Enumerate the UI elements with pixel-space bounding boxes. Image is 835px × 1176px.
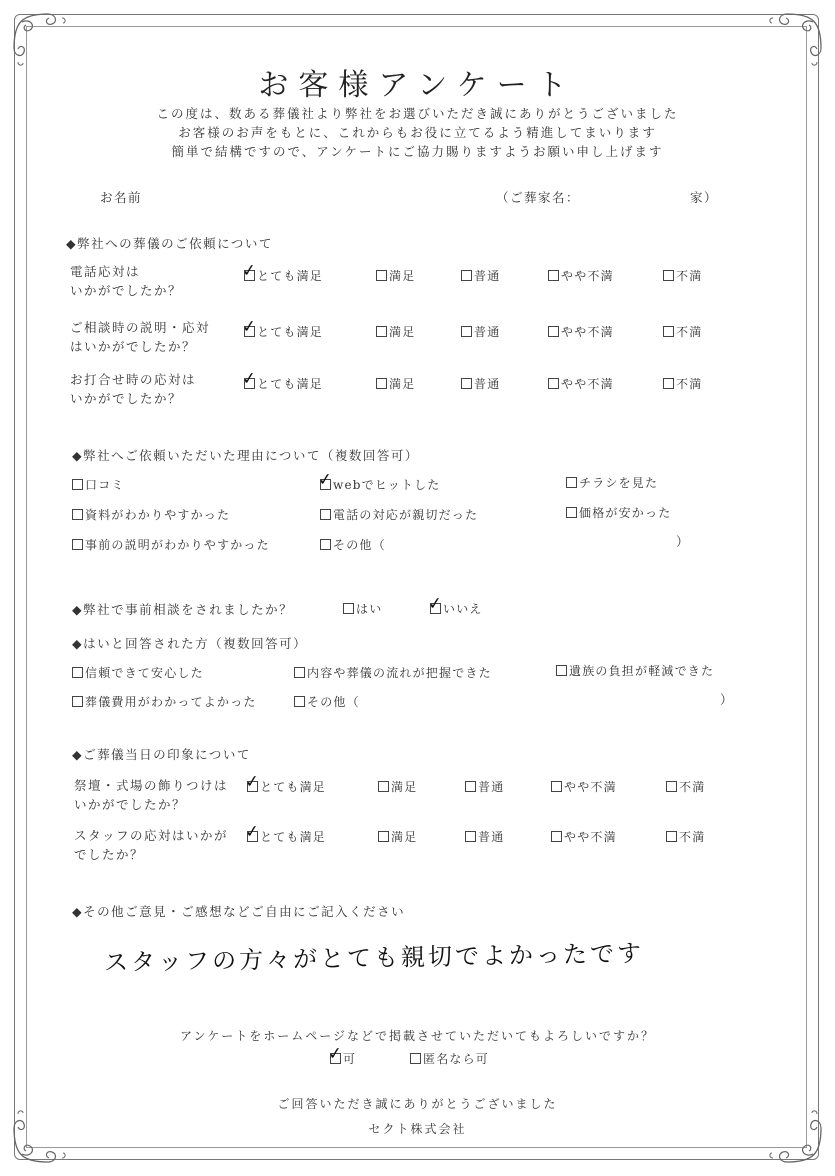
- checkbox-checked-icon[interactable]: [326, 1043, 345, 1065]
- checkbox-checked-icon[interactable]: [240, 368, 259, 390]
- check-mark-icon: ✓: [243, 771, 262, 793]
- checkbox-icon[interactable]: [72, 509, 83, 520]
- option-label: 内容や葬儀の流れが把握できた: [307, 666, 492, 680]
- section2-option-2[interactable]: [316, 469, 441, 493]
- check-mark-icon: ✓: [243, 821, 262, 843]
- option-label: 価格が安かった: [579, 506, 672, 520]
- option-label: 不満: [676, 269, 703, 283]
- checkbox-icon[interactable]: [72, 479, 83, 490]
- checkbox-icon[interactable]: [663, 326, 674, 337]
- section2-close-paren: ）: [676, 534, 689, 549]
- option-label: 不満: [676, 325, 703, 339]
- option-label: 普通: [478, 830, 505, 844]
- option-label: 匿名なら可: [423, 1052, 490, 1066]
- publish-question: アンケートをホームページなどで掲載させていただいてもよろしいですか？: [179, 1029, 656, 1043]
- option-label: やや不満: [561, 377, 614, 391]
- name-input[interactable]: [160, 178, 400, 208]
- option-label: 普通: [474, 269, 501, 283]
- checkbox-checked-icon[interactable]: [426, 593, 445, 615]
- section1-question-3: お打合せ時の応対は いかがでしたか？: [70, 372, 197, 406]
- check-mark-icon: ✓: [240, 316, 259, 338]
- option-label: 葬儀費用がわかってよかった: [85, 695, 257, 709]
- checkbox-icon[interactable]: [294, 696, 305, 707]
- section4-option-2[interactable]: [294, 664, 492, 681]
- checkbox-checked-icon[interactable]: [316, 469, 335, 491]
- section5-question-1: 祭壇・式場の飾りつけは いかがでしたか？: [74, 778, 229, 812]
- option-label: 口コミ: [85, 478, 125, 492]
- section1-q2-option-1[interactable]: [240, 316, 324, 340]
- section4-option-5[interactable]: [294, 693, 360, 710]
- option-label: 可: [343, 1052, 357, 1066]
- section5-q1-option-2[interactable]: [378, 778, 417, 795]
- checkbox-icon[interactable]: [320, 539, 331, 550]
- checkbox-icon[interactable]: [548, 378, 559, 389]
- option-label: とても満足: [257, 377, 324, 391]
- section5-question-2: スタッフの応対はいかが でしたか？: [74, 828, 229, 862]
- option-label: 満足: [391, 780, 418, 794]
- section5-q1-option-3[interactable]: [465, 778, 504, 795]
- option-label: 電話の対応が親切だった: [333, 508, 479, 522]
- checkbox-icon[interactable]: [461, 326, 472, 337]
- section5-q1-option-5[interactable]: [666, 778, 705, 795]
- section1-question-2: ご相談時の説明・応対 はいかがでしたか？: [70, 320, 211, 354]
- option-label: その他（: [333, 538, 386, 552]
- checkbox-icon[interactable]: [663, 270, 674, 281]
- page-title: お客様アンケート: [258, 68, 577, 103]
- section5-heading: ◆ご葬儀当日の印象について: [72, 747, 251, 762]
- checkbox-checked-icon[interactable]: [240, 316, 259, 338]
- checkbox-icon[interactable]: [666, 781, 677, 792]
- intro-line-1: この度は、数ある葬儀社より弊社をお選びいただき誠にありがとうございました: [156, 106, 679, 121]
- section1-q2-option-2[interactable]: [376, 323, 415, 340]
- checkbox-icon[interactable]: [548, 270, 559, 281]
- section1-q1-option-2[interactable]: [376, 267, 415, 284]
- option-label: 資料がわかりやすかった: [85, 508, 231, 522]
- section5-q2-option-3[interactable]: [465, 828, 504, 845]
- checkbox-icon[interactable]: [551, 831, 562, 842]
- corner-ornament-bottom-left-icon: [8, 1106, 70, 1168]
- section2-option-3[interactable]: [566, 474, 658, 491]
- option-label: 不満: [679, 830, 706, 844]
- checkbox-icon[interactable]: [376, 270, 387, 281]
- option-label: 普通: [478, 780, 505, 794]
- checkbox-icon[interactable]: [666, 831, 677, 842]
- section4-close-paren: ）: [720, 692, 733, 707]
- checkbox-checked-icon[interactable]: [240, 260, 259, 282]
- checkbox-icon[interactable]: [551, 781, 562, 792]
- check-mark-icon: ✓: [326, 1043, 345, 1065]
- checkbox-icon[interactable]: [378, 831, 389, 842]
- section1-q3-option-5[interactable]: [663, 375, 702, 392]
- checkbox-icon[interactable]: [566, 477, 577, 488]
- checkbox-checked-icon[interactable]: [243, 821, 262, 843]
- section5-q1-option-1[interactable]: [243, 771, 327, 795]
- option-label: いいえ: [443, 602, 483, 616]
- option-label: とても満足: [257, 325, 324, 339]
- section2-option-4[interactable]: [72, 506, 230, 523]
- checkbox-checked-icon[interactable]: [243, 771, 262, 793]
- section1-q3-option-4[interactable]: [548, 375, 614, 392]
- section2-option-7[interactable]: [72, 536, 270, 553]
- checkbox-icon[interactable]: [410, 1053, 421, 1064]
- option-label: 満足: [389, 377, 416, 391]
- section1-q1-option-3[interactable]: [461, 267, 500, 284]
- checkbox-icon[interactable]: [72, 696, 83, 707]
- option-label: チラシを見た: [579, 476, 659, 490]
- publish-option-2[interactable]: [410, 1050, 489, 1067]
- check-mark-icon: ✓: [240, 368, 259, 390]
- section1-q2-option-3[interactable]: [461, 323, 500, 340]
- option-label: 不満: [676, 377, 703, 391]
- section5-q2-option-4[interactable]: [551, 828, 617, 845]
- section1-q3-option-3[interactable]: [461, 375, 500, 392]
- section2-option-6[interactable]: [566, 504, 671, 521]
- option-label: とても満足: [260, 830, 327, 844]
- section1-q1-option-4[interactable]: [548, 267, 614, 284]
- section2-option-8[interactable]: [320, 536, 386, 553]
- check-mark-icon: ✓: [426, 593, 445, 615]
- checkbox-icon[interactable]: [294, 667, 305, 678]
- option-label: 普通: [474, 377, 501, 391]
- section1-q3-option-2[interactable]: [376, 375, 415, 392]
- publish-option-1[interactable]: [326, 1043, 357, 1067]
- section5-q2-option-2[interactable]: [378, 828, 417, 845]
- family-name-suffix: 家）: [690, 190, 719, 205]
- checkbox-icon[interactable]: [465, 781, 476, 792]
- checkbox-icon[interactable]: [320, 509, 331, 520]
- checkbox-icon[interactable]: [566, 507, 577, 518]
- section3-heading: ◆弊社で事前相談をされましたか？: [72, 602, 294, 617]
- option-label: その他（: [307, 695, 360, 709]
- checkbox-icon[interactable]: [343, 603, 354, 614]
- option-label: 満足: [391, 830, 418, 844]
- checkbox-icon[interactable]: [376, 326, 387, 337]
- section1-q3-option-1[interactable]: [240, 368, 324, 392]
- option-label: 信頼できて安心した: [85, 666, 204, 680]
- checkbox-icon[interactable]: [376, 378, 387, 389]
- checkbox-icon[interactable]: [465, 831, 476, 842]
- section1-heading: ◆弊社への葬儀のご依頼について: [66, 236, 273, 251]
- section5-q2-option-5[interactable]: [666, 828, 705, 845]
- thanks-message: ご回答いただき誠にありがとうございました: [277, 1097, 558, 1111]
- name-label: お名前: [100, 190, 143, 205]
- section5-q2-option-1[interactable]: [243, 821, 327, 845]
- company-name: セクト株式会社: [368, 1122, 467, 1136]
- option-label: 遺族の負担が軽減できた: [569, 664, 715, 678]
- option-label: 満足: [389, 325, 416, 339]
- section5-q1-option-4[interactable]: [551, 778, 617, 795]
- section3-option-1[interactable]: [343, 600, 382, 617]
- section1-q1-option-5[interactable]: [663, 267, 702, 284]
- section2-option-5[interactable]: [320, 506, 478, 523]
- family-name-input[interactable]: [580, 178, 680, 208]
- option-label: とても満足: [260, 780, 327, 794]
- checkbox-icon[interactable]: [461, 270, 472, 281]
- option-label: webでヒットした: [333, 478, 441, 492]
- option-label: 満足: [389, 269, 416, 283]
- checkbox-icon[interactable]: [461, 378, 472, 389]
- checkbox-icon[interactable]: [72, 667, 83, 678]
- section1-q2-option-5[interactable]: [663, 323, 702, 340]
- option-label: とても満足: [257, 269, 324, 283]
- option-label: やや不満: [561, 269, 614, 283]
- intro-line-3: 簡単で結構ですので、アンケートにご協力賜りますようお願い申し上げます: [171, 144, 664, 159]
- option-label: 普通: [474, 325, 501, 339]
- section3-option-2[interactable]: [426, 593, 483, 617]
- section4-option-4[interactable]: [72, 693, 257, 710]
- handwritten-comment[interactable]: スタッフの方々がとても親切でよかったです: [103, 939, 645, 977]
- option-label: やや不満: [564, 780, 617, 794]
- option-label: はい: [356, 602, 383, 616]
- check-mark-icon: ✓: [316, 469, 335, 491]
- checkbox-icon[interactable]: [72, 539, 83, 550]
- section4-heading: ◆はいと回答された方（複数回答可）: [72, 636, 308, 651]
- option-label: やや不満: [564, 830, 617, 844]
- checkbox-icon[interactable]: [378, 781, 389, 792]
- section1-q2-option-4[interactable]: [548, 323, 614, 340]
- checkbox-icon[interactable]: [663, 378, 674, 389]
- section6-heading: ◆その他ご意見・ご感想などご自由にご記入ください: [72, 904, 406, 919]
- option-label: 事前の説明がわかりやすかった: [85, 538, 270, 552]
- check-mark-icon: ✓: [240, 260, 259, 282]
- option-label: やや不満: [561, 325, 614, 339]
- intro-line-2: お客様のお声をもとに、これからもお役に立てるよう精進してまいります: [178, 125, 657, 140]
- section4-option-1[interactable]: [72, 664, 204, 681]
- section2-option-1[interactable]: [72, 476, 125, 493]
- corner-ornament-bottom-right-icon: [765, 1106, 827, 1168]
- section2-heading: ◆弊社へご依頼いただいた理由について（複数回答可）: [72, 448, 419, 463]
- checkbox-icon[interactable]: [556, 665, 567, 676]
- family-name-label: （ご葬家名：: [496, 190, 581, 205]
- section1-q1-option-1[interactable]: [240, 260, 324, 284]
- section1-question-1: 電話応対は いかがでしたか？: [70, 264, 183, 298]
- checkbox-icon[interactable]: [548, 326, 559, 337]
- option-label: 不満: [679, 780, 706, 794]
- section4-option-3[interactable]: [556, 662, 714, 679]
